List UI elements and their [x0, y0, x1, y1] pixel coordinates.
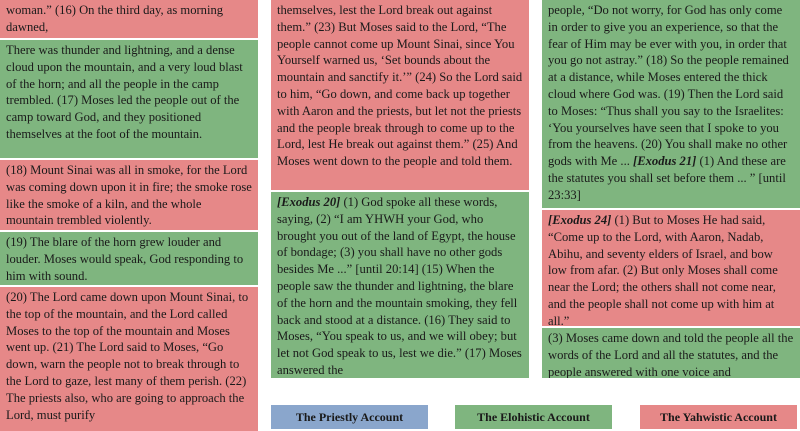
- passage-text: (19) The blare of the horn grew louder and louder. Moses would speak, God responding to him with sound.: [6, 235, 244, 283]
- passage-text: (1) But to Moses He had said, “Come up to the Lord, with Aaron, Nadab, Abihu, and seventy elders of Israel, and bow low from afar. (2) But only Moses shall come near the Lord; the others shall not come near, and the people shall not come up with him at all.”: [548, 213, 778, 328]
- passage-text: (1) And these are the statutes you shall set before them ... ” [until 23:33]: [548, 154, 786, 202]
- passage-elohistic: [271, 190, 529, 378]
- passage-yahwistic: [542, 208, 800, 326]
- passage-yahwistic: [0, 158, 258, 230]
- text-column-3: [542, 0, 800, 378]
- scripture-reference: [Exodus 24]: [548, 213, 612, 227]
- passage-yahwistic: [271, 0, 529, 190]
- passage-text: woman.” (16) On the third day, as morning dawned,: [6, 3, 224, 34]
- passage-text: themselves, lest the Lord break out against them.” (23) But Moses said to the Lord, “The people cannot come up Mount Sinai, since You Yourself warned us, ‘Set bounds about the mountain and sanctify it.’” (24) So the Lord said to him, “Go down, and come back up together with Aaron and the priests, but let not the priests and the people break through to come up to the Lord, lest He break out against them.” (25) And Moses went down to the people and told them.: [277, 3, 523, 169]
- passage-elohistic: [542, 326, 800, 378]
- passage-text: There was thunder and lightning, and a dense cloud upon the mountain, and a very loud blast of the horn; and all the people in the camp trembled. (17) Moses led the people out of the camp toward God, and they positioned themselves at the foot of the mountain.: [6, 43, 243, 141]
- legend-yahwistic: The Yahwistic Account: [640, 405, 797, 429]
- passage-yahwistic: [0, 0, 258, 38]
- passage-text: (3) Moses came down and told the people all the words of the Lord and all the statutes, and the people answered with one voice and: [548, 331, 794, 378]
- passage-elohistic: [0, 230, 258, 285]
- passage-text: (18) Mount Sinai was all in smoke, for the Lord was coming down upon it in fire; the smoke rose like the smoke of a kiln, and the whole mountain trembled violently.: [6, 163, 252, 228]
- scripture-reference: [Exodus 21]: [633, 154, 697, 169]
- passage-text: people, “Do not worry, for God has only come in order to give you an experience, so that the fear of Him may be ever with you, in order that you go not astray.” (18) So the people remained at a distance, while Moses entered the thick cloud where God was. (19) Then the Lord said to Moses: “Thus shall you say to the Israelites: ‘You yourselves have seen that I spoke to you from the heavens. (20) You shall make no other gods with Me ...: [548, 3, 789, 169]
- scripture-reference: [Exodus 20]: [277, 195, 341, 209]
- legend-priestly: The Priestly Account: [271, 405, 428, 429]
- passage-text: (20) The Lord came down upon Mount Sinai, to the top of the mountain, and the Lord called Moses to the top of the mountain and Moses went up. (21) The Lord said to Moses, “Go down, warn the people not to break through to the Lord to gaze, lest many of them perish. (22) The priests also, who are going to approach the Lord, must purify: [6, 290, 249, 422]
- passage-text: (1) God spoke all these words, saying, (2) “I am YHWH your God, who brought you out of the land of Egypt, the house of bondage; (3) you shall have no other gods besides Me ...” [until 20:14] (15) When the people saw the thunder and lightning, the blare of the horn and the mountain smoking, they fell back and stood at a distance. (16) They said to Moses, “You speak to us, and we will obey; but let not God speak to us, lest we die.” (17) Moses answered the: [277, 195, 522, 377]
- text-column-1: [0, 0, 258, 431]
- text-column-2: [271, 0, 529, 378]
- legend-elohistic: The Elohistic Account: [455, 405, 612, 429]
- passage-elohistic: [0, 38, 258, 158]
- legend: [0, 405, 800, 431]
- passage-elohistic: [542, 0, 800, 208]
